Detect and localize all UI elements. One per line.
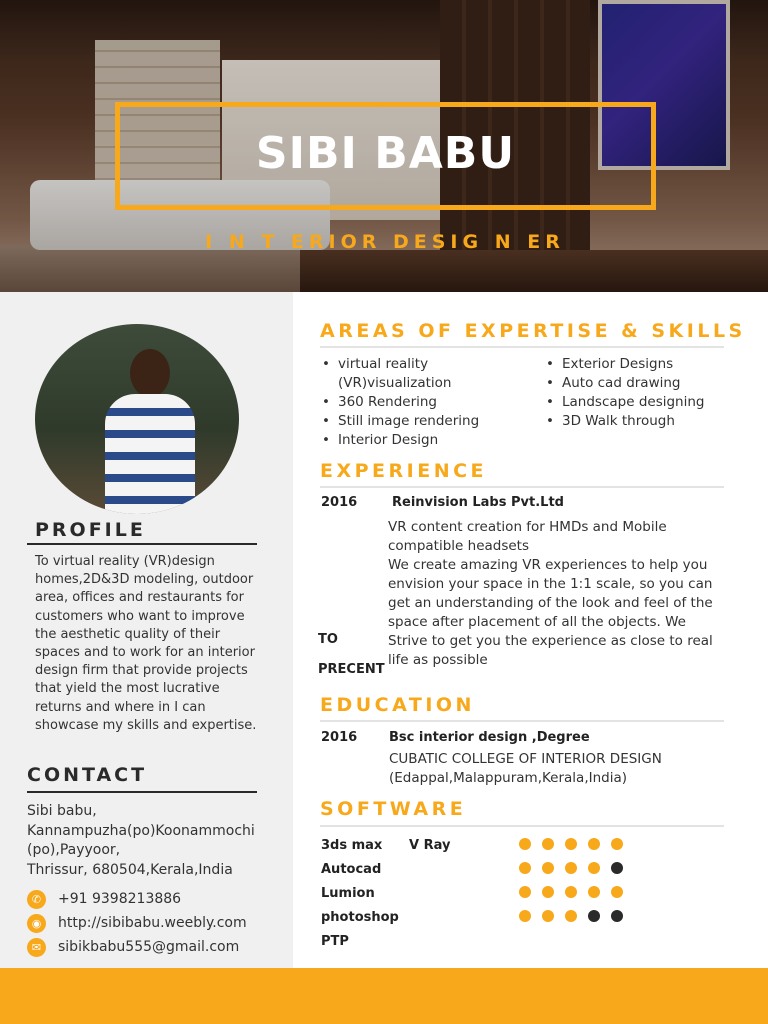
software-name: photoshop (321, 910, 399, 925)
experience-to: TO (318, 632, 338, 647)
rating-dot-filled (588, 838, 600, 850)
skill-item: • Exterior Designs (544, 355, 734, 374)
software-heading: SOFTWARE (320, 798, 467, 820)
rating-dot-filled (542, 838, 554, 850)
skill-item: • Auto cad drawing (544, 374, 734, 393)
address-line: Kannampuzha(po)Koonammochi (27, 822, 255, 839)
software-name: Autocad (321, 862, 382, 877)
website-link[interactable]: http://sibibabu.weebly.com (58, 915, 247, 931)
contact-address (27, 802, 267, 880)
phone-icon: ✆ (27, 890, 46, 909)
rating-dot-filled (565, 862, 577, 874)
address-line: Sibi babu, (27, 803, 97, 819)
rating-dot-empty (611, 910, 623, 922)
software-name: 3ds max (321, 838, 383, 853)
rating-dot-filled (519, 862, 531, 874)
photo-body (105, 394, 195, 514)
software-extra: V Ray (409, 838, 451, 853)
rating-dot-filled (519, 838, 531, 850)
profile-text: To virtual reality (VR)design homes,2D&3D modeling, outdoor area, offices and restaurants for customers who want to improve the aesthetic quality of their spaces and to work for an interior design firm that provide projects that yield the most lucrative returns and where in I can showcase my skills and expertise. (35, 554, 257, 733)
rating-dot-filled (519, 910, 531, 922)
footer-bar (0, 968, 768, 1024)
skill-item: • Still image rendering (320, 412, 520, 431)
software-divider (320, 825, 724, 827)
experience-desc-line: VR content creation for HMDs and Mobile compatible headsets (388, 519, 667, 554)
skills-list-right (544, 355, 734, 431)
contact-website[interactable] (27, 913, 247, 933)
globe-icon: ◉ (27, 914, 46, 933)
education-place: (Edappal,Malappuram,Kerala,India) (389, 770, 628, 786)
rating-dot-empty (588, 910, 600, 922)
skill-item: • Landscape designing (544, 393, 734, 412)
rating-dot-filled (542, 886, 554, 898)
experience-company: Reinvision Labs Pvt.Ltd (392, 495, 564, 510)
skill-item: • Interior Design (320, 431, 520, 450)
phone-text: +91 9398213886 (58, 891, 182, 907)
profile-divider (27, 543, 257, 545)
address-line: Thrissur, 680504,Kerala,India (27, 861, 233, 878)
experience-present: PRECENT (318, 662, 385, 677)
profile-heading: PROFILE (35, 519, 146, 541)
skills-heading: AREAS OF EXPERTISE & SKILLS (320, 320, 746, 342)
experience-description (388, 518, 728, 670)
skill-item: • virtual reality (VR)visualization (320, 355, 520, 393)
email-link[interactable]: sibikbabu555@gmail.com (58, 939, 240, 955)
skill-item: • 3D Walk through (544, 412, 734, 431)
rating-dot-filled (611, 886, 623, 898)
contact-phone (27, 889, 181, 909)
contact-email[interactable] (27, 937, 239, 957)
experience-divider (320, 486, 724, 488)
rating-dot-filled (588, 886, 600, 898)
software-name: PTP (321, 934, 349, 949)
rating-dot-filled (542, 910, 554, 922)
skills-divider (320, 346, 724, 348)
education-divider (320, 720, 724, 722)
skill-item: • 360 Rendering (320, 393, 520, 412)
resume-name: SIBI BABU (255, 128, 516, 179)
experience-heading: EXPERIENCE (320, 460, 488, 482)
contact-heading: CONTACT (27, 764, 148, 786)
profile-photo (35, 324, 239, 514)
address-line: (po),Payyoor, (27, 842, 121, 858)
rating-dot-filled (588, 862, 600, 874)
rating-dot-empty (611, 862, 623, 874)
rating-dot-filled (565, 838, 577, 850)
education-heading: EDUCATION (320, 694, 475, 716)
rating-dot-filled (565, 886, 577, 898)
education-college: CUBATIC COLLEGE OF INTERIOR DESIGN (389, 751, 662, 767)
education-degree: Bsc interior design ,Degree (389, 730, 590, 745)
rating-dot-filled (542, 862, 554, 874)
contact-divider (27, 791, 257, 793)
rating-dot-filled (519, 886, 531, 898)
rating-dot-filled (611, 838, 623, 850)
experience-year: 2016 (321, 495, 358, 510)
rating-dot-filled (565, 910, 577, 922)
software-name: Lumion (321, 886, 375, 901)
experience-desc-line: We create amazing VR experiences to help you envision your space in the 1:1 scale, so you can get an understanding of the look and feel of the space after placement of all the objects. We Strive to get you the experience as close to real life as possible (388, 557, 713, 668)
mail-icon: ✉ (27, 938, 46, 957)
skills-list-left (320, 355, 520, 450)
photo-head (130, 349, 170, 397)
education-year: 2016 (321, 730, 358, 745)
resume-role: I N T ERIOR DESIG N ER (205, 231, 565, 253)
